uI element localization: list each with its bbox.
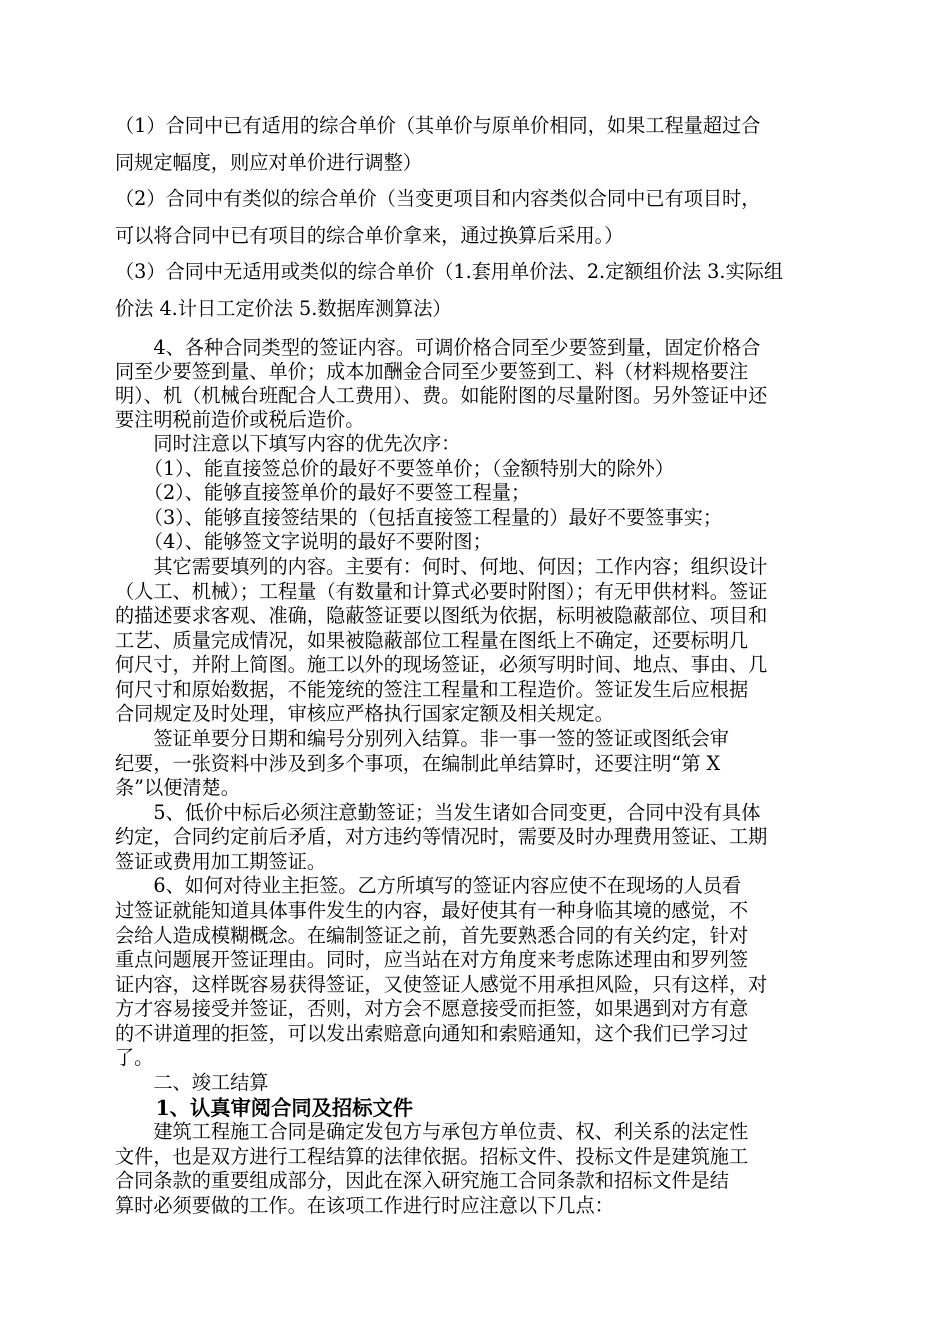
- text-line: 约定，合同约定前后矛盾，对方违约等情况时，需要及时办理费用签证、工期: [115, 825, 768, 848]
- text-line: 重点问题展开签证理由。同时，应当站在对方角度来考虑陈述理由和罗列签: [115, 948, 749, 971]
- text-line: 要注明税前造价或税后造价。: [115, 408, 365, 431]
- text-line: （1）合同中已有适用的综合单价（其单价与原单价相同，如果工程量超过合: [115, 114, 761, 137]
- text-line: 的描述要求客观、准确，隐蔽签证要以图纸为依据，标明被隐蔽部位、项目和: [115, 604, 768, 627]
- text-line: （3）合同中无适用或类似的综合单价（1.套用单价法、2.定额组价法 3.实际组: [115, 260, 784, 283]
- text-line: 过签证就能知道具体事件发生的内容，最好使其有一种身临其境的感觉，不: [115, 899, 749, 922]
- text-line: （4）、能够签文字说明的最好不要附图；: [115, 530, 492, 553]
- text-line: 算时必须要做的工作。在该项工作进行时应注意以下几点：: [115, 1194, 614, 1217]
- text-line: 同至少要签到量、单价；成本加酬金合同至少要签到工、料（材料规格要注: [115, 360, 749, 383]
- section-heading: 二、竣工结算: [115, 1071, 269, 1094]
- text-line: 合同规定及时处理，审核应严格执行国家定额及相关规定。: [115, 702, 614, 725]
- text-line: 价法 4.计日工定价法 5.数据库测算法）: [115, 297, 452, 320]
- text-line: 其它需要填列的内容。主要有：何时、何地、何因；工作内容；组织设计: [115, 555, 768, 578]
- text-line: 签证单要分日期和编号分别列入结算。非一事一签的签证或图纸会审: [115, 727, 729, 750]
- text-line: （2）、能够直接签单价的最好不要签工程量；: [115, 481, 531, 504]
- text-line: 同时注意以下填写内容的优先次序：: [115, 432, 461, 455]
- text-line: 何尺寸，并附上简图。施工以外的现场签证，必须写明时间、地点、事由、几: [115, 653, 768, 676]
- text-line: 条”以便清楚。: [115, 776, 240, 799]
- text-line: （2）合同中有类似的综合单价（当变更项目和内容类似合同中已有项目时，: [115, 187, 761, 210]
- text-line: 的不讲道理的拒签，可以发出索赔意向通知和索赔通知，这个我们已学习过: [115, 1022, 749, 1045]
- text-line: 合同条款的重要组成部分，因此在深入研究施工合同条款和招标文件是结: [115, 1169, 729, 1192]
- text-line: 5、低价中标后必须注意勤签证；当发生诸如合同变更，合同中没有具体: [115, 801, 761, 824]
- text-line: 签证或费用加工期签证。: [115, 850, 327, 873]
- subsection-heading: 1、认真审阅合同及招标文件: [115, 1096, 414, 1120]
- text-line: 同规定幅度，则应对单价进行调整）: [115, 151, 422, 174]
- text-line: 工艺、质量完成情况，如果被隐蔽部位工程量在图纸上不确定，还要标明几: [115, 629, 749, 652]
- text-line: 证内容，这样既容易获得签证，又使签证人感觉不用承担风险，只有这样，对: [115, 973, 768, 996]
- text-line: 4、各种合同类型的签证内容。可调价格合同至少要签到量，固定价格合: [115, 336, 761, 359]
- text-line: 纪要，一张资料中涉及到多个事项，在编制此单结算时，还要注明“第 X: [115, 752, 721, 775]
- text-line: 了。: [115, 1046, 154, 1069]
- text-line: 可以将合同中已有项目的综合单价拿来，通过换算后采用。）: [115, 224, 624, 247]
- text-line: （1）、能直接签总价的最好不要签单价；（金额特别大的除外）: [115, 457, 675, 480]
- text-line: 明）、机（机械台班配合人工费用）、费。如能附图的尽量附图。另外签证中还: [115, 384, 768, 407]
- text-line: 建筑工程施工合同是确定发包方与承包方单位责、权、利关系的法定性: [115, 1120, 749, 1143]
- text-line: 文件，也是双方进行工程结算的法律依据。招标文件、投标文件是建筑施工: [115, 1145, 749, 1168]
- text-line: 方才容易接受并签证，否则，对方会不愿意接受而拒签，如果遇到对方有意: [115, 997, 749, 1020]
- text-line: 会给人造成模糊概念。在编制签证之前，首先要熟悉合同的有关约定，针对: [115, 924, 749, 947]
- text-line: （3）、能够直接签结果的（包括直接签工程量的）最好不要签事实；: [115, 506, 723, 529]
- text-line: （人工、机械）；工程量（有数量和计算式必要时附图）；有无甲供材料。签证: [115, 580, 768, 603]
- text-line: 何尺寸和原始数据，不能笼统的签注工程量和工程造价。签证发生后应根据: [115, 678, 749, 701]
- text-line: 6、如何对待业主拒签。乙方所填写的签证内容应使不在现场的人员看: [115, 874, 742, 897]
